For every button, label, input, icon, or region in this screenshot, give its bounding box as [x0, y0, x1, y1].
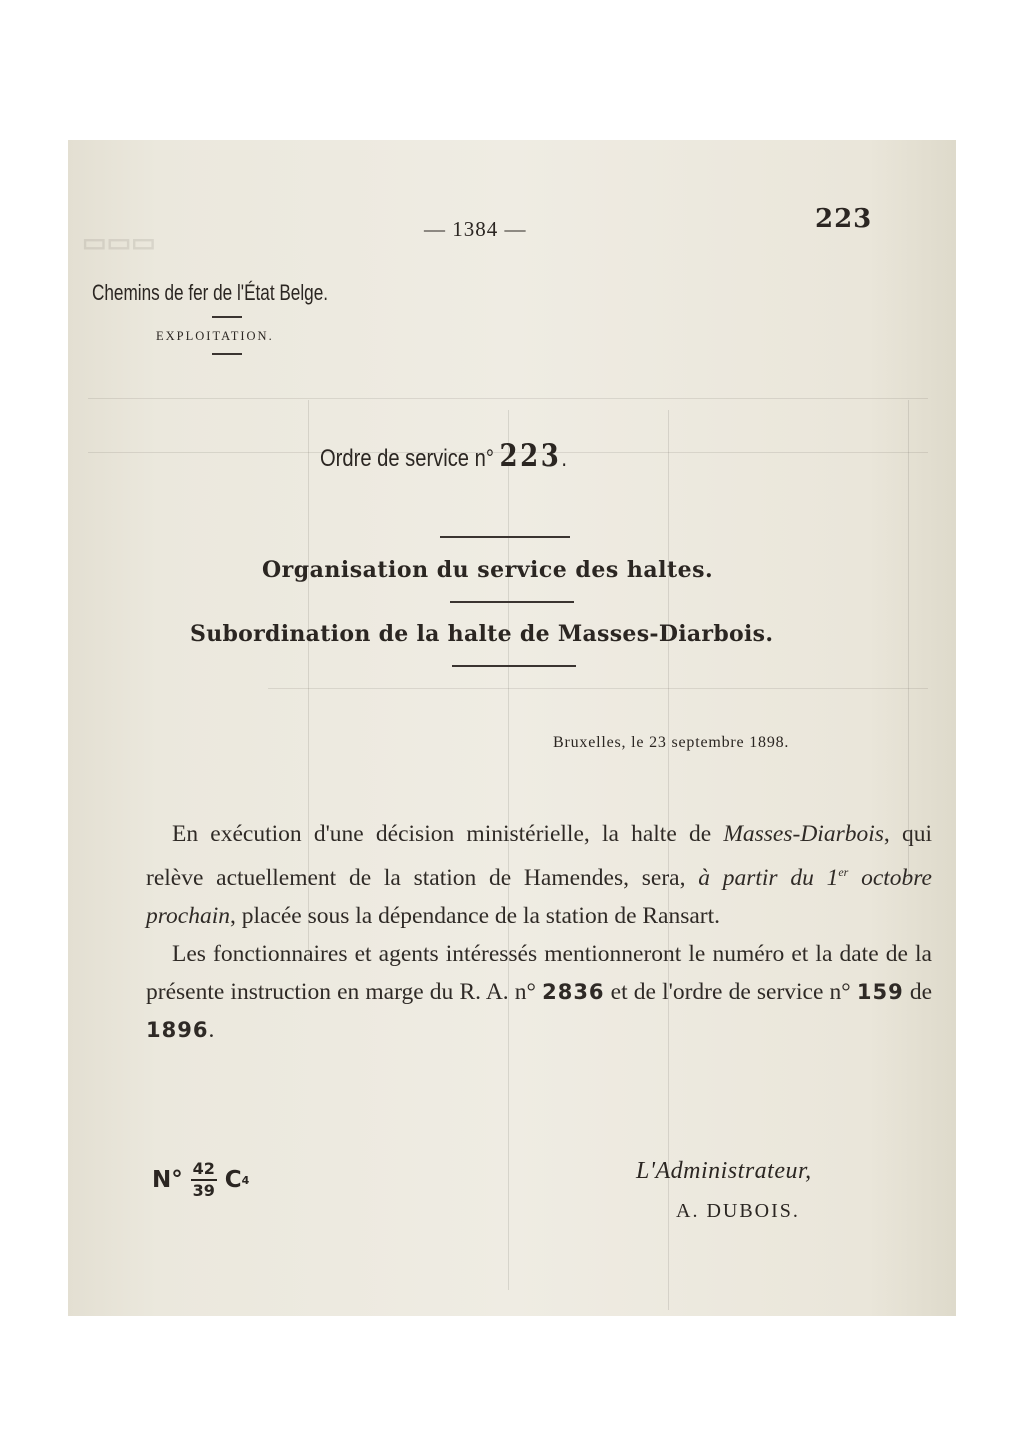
reference-prefix: N° [152, 1167, 183, 1193]
reference-fraction [191, 1160, 217, 1200]
divider [450, 601, 574, 603]
divider [440, 536, 570, 538]
order-body [146, 815, 932, 1049]
signatory-name: A. DUBOIS. [676, 1200, 800, 1222]
bleed-through-line [88, 398, 928, 399]
reference-suffix: C [224, 1167, 242, 1193]
body-text-run: et de l'ordre de service n° [604, 978, 857, 1005]
previous-order-number: 159 [856, 979, 904, 1004]
effective-date-text: à partir du 1 [698, 864, 839, 891]
order-subtitle: Subordination de la halte de Masses-Diarbois. [190, 621, 774, 647]
signatory-title: L'Administrateur, [636, 1158, 812, 1184]
bleed-through-mark: ▭▭▭ [82, 228, 156, 257]
reference-suffix-superscript: 4 [241, 1173, 250, 1187]
document-page [68, 140, 956, 1316]
previous-order-year: 1896 [146, 1017, 209, 1042]
order-title-prefix: Ordre de service n° [320, 445, 494, 472]
body-text-run: de [903, 978, 933, 1005]
reference-numerator: 42 [192, 1159, 215, 1178]
divider [452, 665, 576, 667]
bleed-through-line [268, 688, 928, 689]
order-title-suffix: . [561, 445, 568, 472]
body-paragraph [146, 935, 932, 1049]
bleed-through-line [908, 400, 909, 880]
body-text-run: En exécution d'une décision ministérielle, la halte de [172, 821, 724, 847]
divider [212, 353, 242, 355]
order-title [320, 438, 567, 474]
body-text-run: , placée sous la dépendance de la station de Ransart. [229, 902, 721, 929]
order-number-header: 223 [815, 204, 873, 234]
page-number: — 1384 — [424, 217, 527, 241]
ra-number: 2836 [542, 979, 605, 1004]
body-paragraph [146, 815, 932, 935]
order-title-number: 223 [499, 438, 562, 474]
dateline: Bruxelles, le 23 septembre 1898. [553, 734, 790, 751]
administration-name: Chemins de fer de l'État Belge. [92, 280, 329, 305]
ordinal-superscript: er [838, 865, 849, 879]
reference-denominator: 39 [192, 1181, 215, 1200]
divider [212, 316, 242, 318]
effective-date-text: octobre prochain [146, 864, 932, 929]
body-text-run: , qui relève actuellement de la station de Hamendes, sera, [146, 821, 932, 891]
reference-number [152, 1160, 249, 1200]
body-text-run: . [208, 1016, 215, 1043]
place-name: Masses-Diarbois [723, 821, 884, 847]
order-subject: Organisation du service des haltes. [262, 557, 714, 583]
department-name: EXPLOITATION. [156, 329, 274, 343]
body-text-run: Les fonctionnaires et agents intéressés mentionneront le numéro et la date de la présente instruction en marge du R. A. n° [146, 940, 932, 1005]
